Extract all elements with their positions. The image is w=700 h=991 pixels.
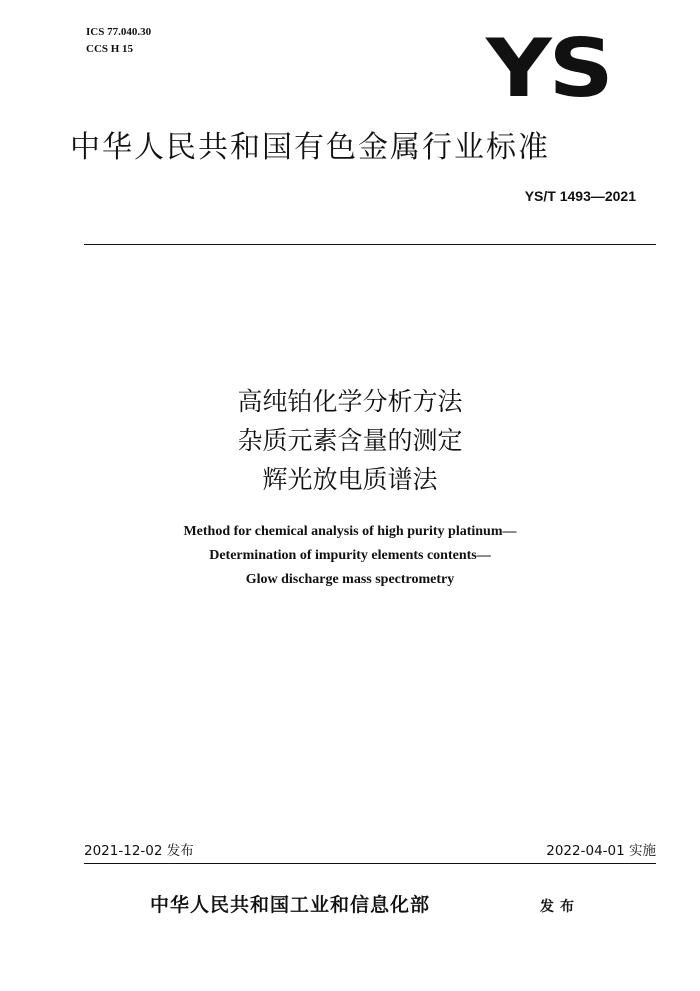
chinese-title-line-3: 辉光放电质谱法 <box>262 465 438 494</box>
ccs-code: CCS H 15 <box>86 43 134 55</box>
standard-category-title: 中华人民共和国有色金属行业标准 <box>70 130 550 165</box>
chinese-title <box>0 382 700 499</box>
chinese-title-line-1: 高纯铂化学分析方法 <box>237 387 463 416</box>
chinese-title-line-2: 杂质元素含量的测定 <box>237 426 463 455</box>
top-divider <box>84 244 656 245</box>
ics-code: ICS 77.040.30 <box>86 26 152 38</box>
issuing-authority: 中华人民共和国工业和信息化部 <box>150 894 431 916</box>
ys-logo: YS <box>486 21 611 116</box>
classification-codes <box>86 24 151 58</box>
effective-date: 2022-04-01 实施 <box>546 843 656 859</box>
issue-label: 发布 <box>540 899 580 915</box>
bottom-divider <box>84 863 656 864</box>
issue-date: 2021-12-02 发布 <box>84 843 194 859</box>
english-title-line-1: Method for chemical analysis of high purity platinum— <box>183 524 517 539</box>
english-title-line-2: Determination of impurity elements contents— <box>209 548 491 563</box>
standard-number: YS/T 1493—2021 <box>524 188 636 204</box>
date-row <box>84 839 656 859</box>
english-title-line-3: Glow discharge mass spectrometry <box>245 572 455 587</box>
english-title <box>0 520 700 592</box>
